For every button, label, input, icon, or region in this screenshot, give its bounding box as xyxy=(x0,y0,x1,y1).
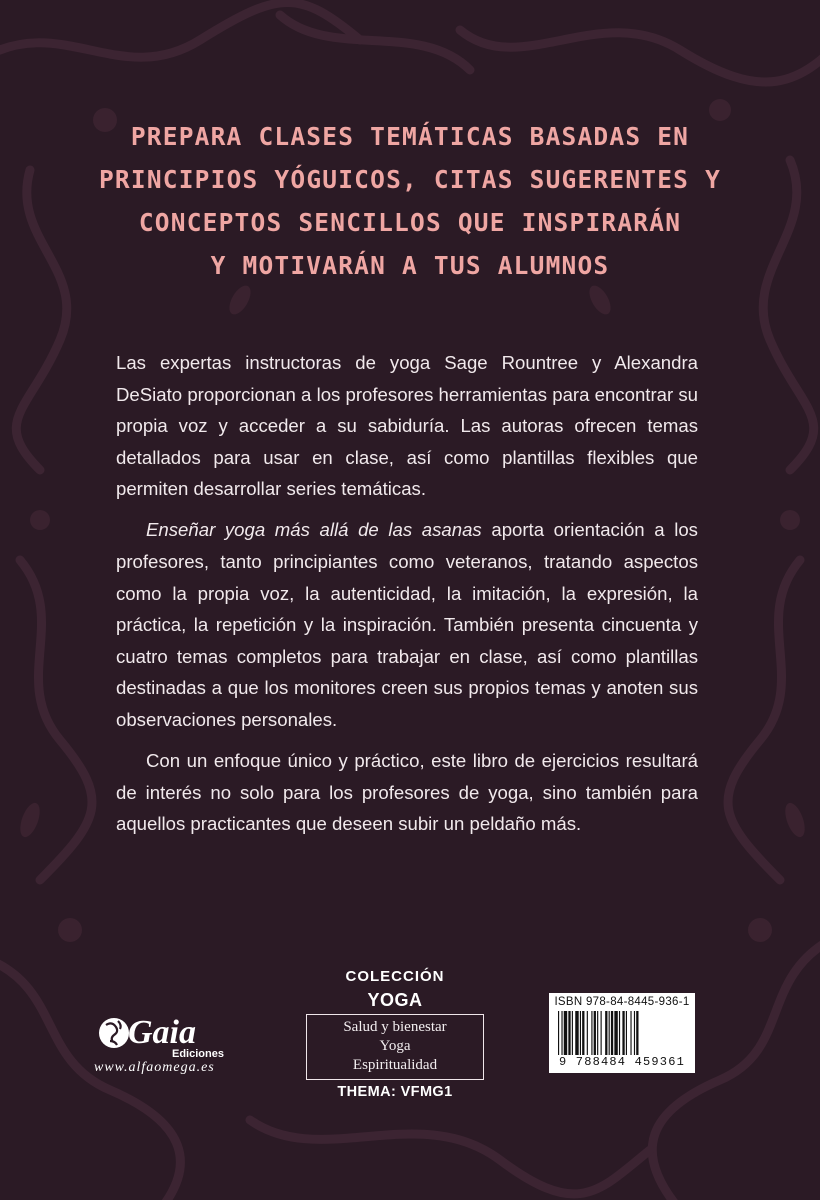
topic-item: Espiritualidad xyxy=(352,1057,438,1073)
headline-line: PREPARA CLASES TEMÁTICAS BASADAS EN xyxy=(130,122,690,151)
description-paragraph-2 xyxy=(116,514,698,735)
thema-code: THEMA: VFMG1 xyxy=(337,1084,453,1100)
collection-name: YOGA xyxy=(367,990,423,1010)
collection-block xyxy=(300,966,490,1100)
collection-label: COLECCIÓN xyxy=(345,968,445,985)
description-paragraph-1: Las expertas instructoras de yoga Sage Rountree y Alexandra DeSiato proporcionan a los profesores herramientas para encontrar su propia voz y acceder a su sabiduría. Las autoras ofrecen temas detallados para usar en clase, así como plantillas flexibles que permiten desarrollar series temáticas. xyxy=(116,352,698,500)
headline-line: Y MOTIVARÁN A TUS ALUMNOS xyxy=(210,251,610,280)
topic-item: Salud y bienestar xyxy=(343,1019,447,1035)
paragraph-2-text: aporta orientación a los profesores, tanto principiantes como veteranos, tratando aspectos como la propia voz, la autenticidad, la imitación, la expresión, la práctica, la repetición y la inspiración. También presenta cincuenta y cuatro temas completos para trabajar en clase, así como plantillas destinadas a que los monitores creen sus propios temas y anoten sus observaciones personales. xyxy=(116,519,698,731)
book-title-italic: Enseñar yoga más allá de las asanas xyxy=(146,519,482,541)
headline-line: CONCEPTOS SENCILLOS QUE INSPIRARÁN xyxy=(138,208,682,237)
publisher-website: www.alfaomega.es xyxy=(94,1060,215,1075)
topic-item: Yoga xyxy=(379,1038,411,1054)
gaia-logo xyxy=(92,1003,242,1063)
headline xyxy=(60,115,760,287)
topics-box xyxy=(306,1014,484,1080)
headline-line: PRINCIPIOS YÓGUICOS, CITAS SUGERENTES Y xyxy=(98,165,722,194)
isbn-barcode xyxy=(549,993,695,1073)
description-paragraph-3: Con un enfoque único y práctico, este libro de ejercicios resultará de interés no solo para los profesores de yoga, sino también para aquellos practicantes que deseen subir un peldaño más. xyxy=(116,750,698,835)
isbn-label: ISBN 978-84-8445-936-1 xyxy=(554,996,690,1008)
logo-wordmark: Gaia xyxy=(128,1014,196,1051)
barcode-digits: 9 788484 459361 xyxy=(558,1055,686,1069)
barcode-bars xyxy=(557,1011,689,1055)
book-description xyxy=(116,347,698,849)
logo-subtitle: Ediciones xyxy=(172,1048,224,1060)
globe-icon xyxy=(99,1018,129,1048)
